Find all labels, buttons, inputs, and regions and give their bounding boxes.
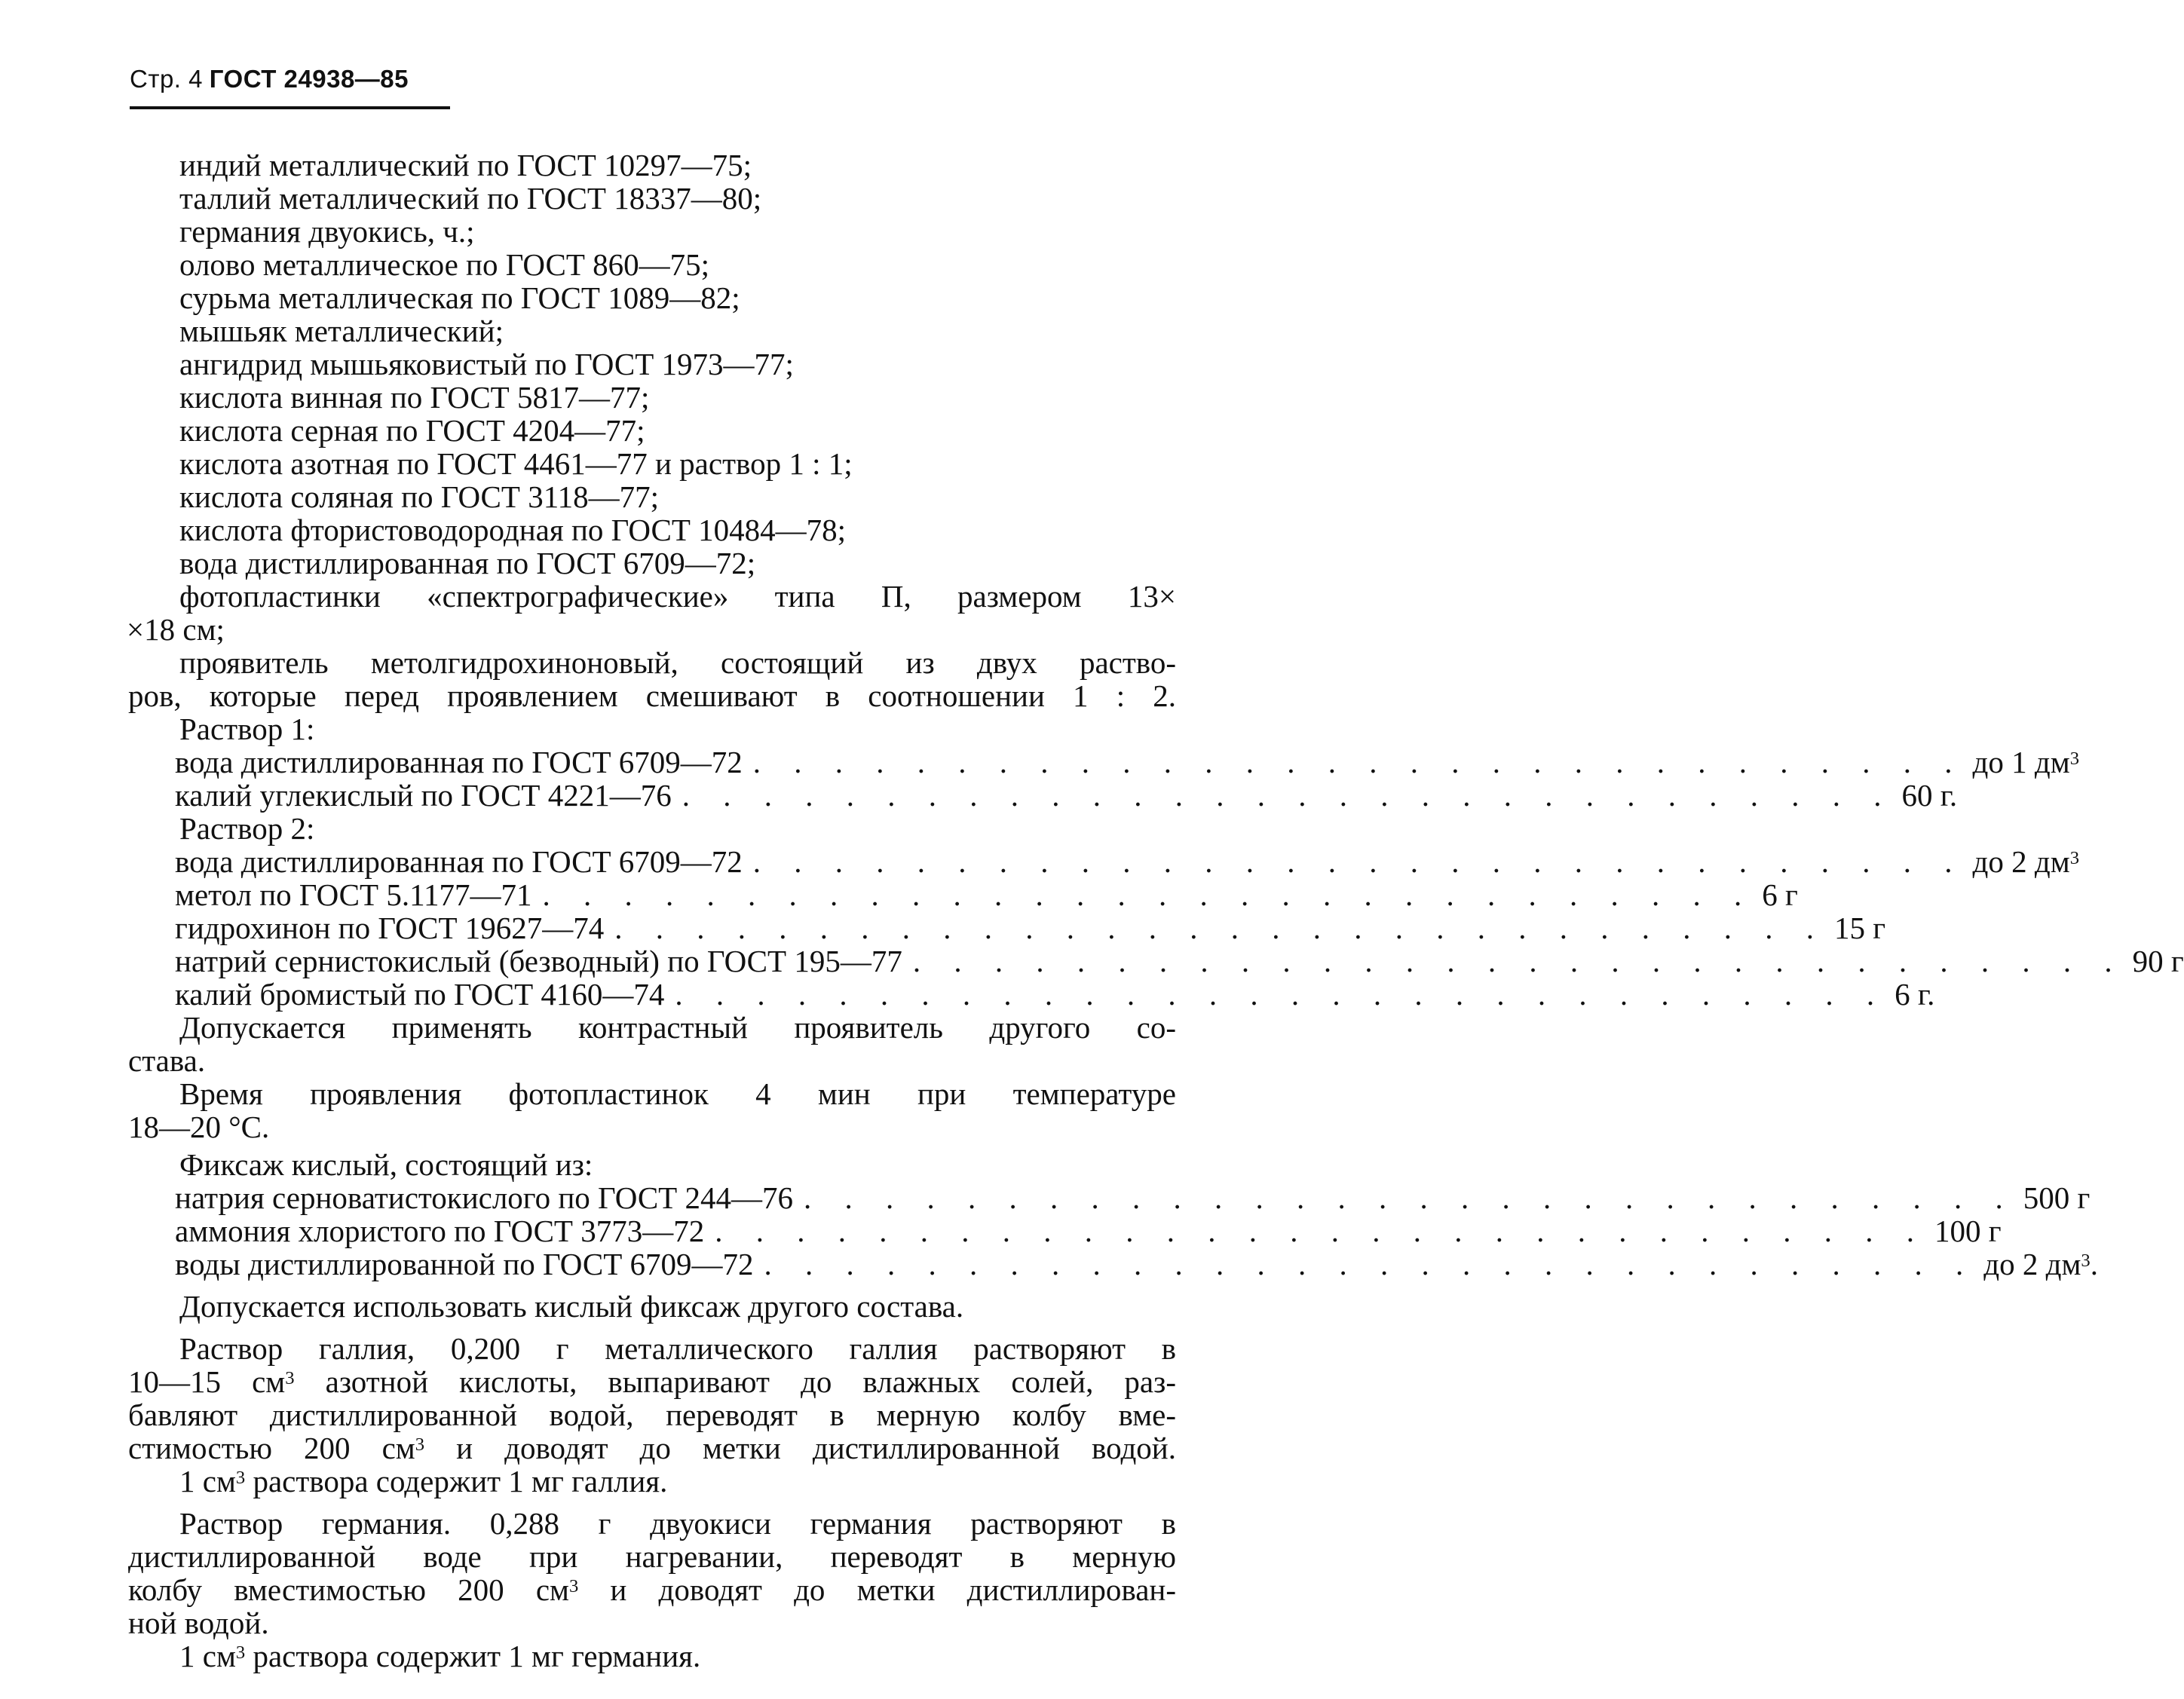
developing-time-line-1: Время проявления фотопластинок 4 мин при температуре [179, 1076, 1176, 1111]
recipe-quantity: 90 г [2132, 944, 2184, 978]
dot-leader: . . . . . . . . . . . . . . . . . . . . . . . . . . . . . . [803, 1180, 2016, 1215]
document-body [127, 148, 2184, 1673]
recipe-quantity: 6 г. [1895, 977, 1935, 1012]
recipe-quantity: до 2 $дм^3$ [1972, 844, 2079, 879]
recipe-quantity: до 1 $дм^3$ [1972, 745, 2079, 779]
solution-2-list [128, 844, 2184, 1012]
germanium-line-2: дистиллированной воде при нагревании, переводят в мерную [128, 1539, 1176, 1574]
dot-leader: . . . . . . . . . . . . . . . . . . . . . . . . . . . . . . [752, 844, 1965, 879]
solution-1-title: Раствор 1: [179, 712, 315, 746]
recipe-row [128, 1180, 2091, 1215]
page-header [130, 65, 409, 94]
solution-2-title: Раствор 2: [179, 811, 315, 846]
recipe-quantity: 15 г [1834, 911, 1886, 945]
reagent-line: ангидрид мышьяковистый по ГОСТ 1973—77; [179, 347, 794, 381]
developer-allowed-line-1: Допускается применять контрастный проявитель другого со- [179, 1010, 1176, 1045]
photo-plates-line-2: ×18 см; [127, 612, 225, 647]
recipe-row [128, 877, 1798, 912]
reagent-line: олово металлическое по ГОСТ 860—75; [179, 247, 710, 282]
recipe-row [128, 1214, 2002, 1248]
dot-leader: . . . . . . . . . . . . . . . . . . . . . . . . . . . . . . [912, 944, 2125, 978]
dot-leader: . . . . . . . . . . . . . . . . . . . . . . . . . . . . . . [675, 977, 1888, 1012]
recipe-ingredient: калий углекислый по ГОСТ 4221—76 [175, 778, 672, 813]
dot-leader: . . . . . . . . . . . . . . . . . . . . . . . . . . . . . . [764, 1247, 1977, 1281]
dot-leader: . . . . . . . . . . . . . . . . . . . . . . . . . . . . . . [752, 745, 1965, 779]
dot-leader: . . . . . . . . . . . . . . . . . . . . . . . . . . . . . . [614, 911, 1827, 945]
germanium-concentration-note: 1 $см^3$ раствора содержит 1 мг германия. [179, 1639, 701, 1673]
recipe-ingredient: воды дистиллированной по ГОСТ 6709—72 [175, 1247, 754, 1281]
recipe-row [128, 1247, 2098, 1281]
recipe-row [128, 844, 2079, 879]
reagent-list [128, 148, 1176, 580]
recipe-quantity: до 2 $дм^3$. [1983, 1247, 2098, 1281]
page-number-label: Стр. 4 [130, 65, 203, 93]
recipe-quantity: 100 г [1934, 1214, 2002, 1248]
dot-leader: . . . . . . . . . . . . . . . . . . . . . . . . . . . . . . [682, 778, 1895, 813]
recipe-quantity: 60 г. [1901, 778, 1958, 813]
recipe-ingredient: гидрохинон по ГОСТ 19627—74 [175, 911, 605, 945]
solution-1-list [128, 745, 2079, 813]
reagent-line: индий металлический по ГОСТ 10297—75; [179, 148, 752, 182]
recipe-ingredient: аммония хлористого по ГОСТ 3773—72 [175, 1214, 705, 1248]
reagent-line: мышьяк металлический; [179, 314, 504, 348]
recipe-ingredient: натрий сернистокислый (безводный) по ГОСТ 195—77 [175, 944, 902, 978]
fixer-title: Фиксаж кислый, состоящий из: [179, 1147, 593, 1182]
recipe-quantity: 500 г [2023, 1180, 2091, 1215]
photo-plates-line-1: фотопластинки «спектрографические» типа П, размером 13× [179, 579, 1176, 614]
germanium-line-1: Раствор германия. 0,288 г двуокиси германия растворяют в [179, 1506, 1176, 1541]
recipe-ingredient: вода дистиллированная по ГОСТ 6709—72 [175, 745, 743, 779]
recipe-row [128, 778, 1958, 813]
gallium-line-3: бавляют дистиллированной водой, переводят в мерную колбу вме- [128, 1397, 1176, 1432]
recipe-ingredient: метол по ГОСТ 5.1177—71 [175, 877, 532, 912]
recipe-quantity: 6 г [1762, 877, 1798, 912]
recipe-ingredient: натрия серноватистокислого по ГОСТ 244—76 [175, 1180, 793, 1215]
fixer-list [128, 1180, 2098, 1281]
dot-leader: . . . . . . . . . . . . . . . . . . . . . . . . . . . . . . [715, 1214, 1927, 1248]
reagent-line: германия двуокись, ч.; [179, 214, 475, 249]
dot-leader: . . . . . . . . . . . . . . . . . . . . . . . . . . . . . . [542, 877, 1755, 912]
recipe-row [128, 977, 1935, 1012]
reagent-line: вода дистиллированная по ГОСТ 6709—72; [179, 546, 756, 580]
recipe-row [128, 745, 2079, 779]
reagent-line: таллий металлический по ГОСТ 18337—80; [179, 181, 762, 216]
recipe-ingredient: вода дистиллированная по ГОСТ 6709—72 [175, 844, 743, 879]
reagent-line: кислота фтористоводородная по ГОСТ 10484—78; [179, 513, 847, 547]
developer-allowed-line-2: става. [128, 1043, 206, 1078]
fixer-allowed: Допускается использовать кислый фиксаж другого состава. [179, 1289, 964, 1324]
germanium-line-3: колбу вместимостью 200 $см^3$ и доводят до метки дистиллирован- [128, 1572, 1176, 1607]
gallium-line-2: 10—15 $см^3$ азотной кислоты, выпаривают до влажных солей, раз- [128, 1364, 1176, 1399]
germanium-line-4: ной водой. [128, 1606, 269, 1640]
reagent-line: кислота винная по ГОСТ 5817—77; [179, 380, 650, 415]
developer-line-2: ров, которые перед проявлением смешивают в соотношении 1 : 2. [128, 678, 1176, 713]
gallium-line-4: стимостью 200 $см^3$ и доводят до метки дистиллированной водой. [128, 1431, 1176, 1465]
developing-time-line-2: 18—20 °C. [128, 1110, 270, 1144]
developer-line-1: проявитель метолгидрохиноновый, состоящий из двух раство- [179, 645, 1176, 680]
recipe-row [128, 944, 2184, 978]
gallium-concentration-note: 1 $см^3$ раствора содержит 1 мг галлия. [179, 1464, 668, 1498]
reagent-line: кислота азотная по ГОСТ 4461—77 и раствор 1 : 1; [179, 446, 853, 481]
recipe-ingredient: калий бромистый по ГОСТ 4160—74 [175, 977, 665, 1012]
header-rule [130, 106, 450, 109]
reagent-line: кислота соляная по ГОСТ 3118—77; [179, 479, 660, 514]
reagent-line: сурьма металлическая по ГОСТ 1089—82; [179, 280, 740, 315]
reagent-line: кислота серная по ГОСТ 4204—77; [179, 413, 645, 448]
gallium-line-1: Раствор галлия, 0,200 г металлического галлия растворяют в [179, 1331, 1176, 1366]
recipe-row [128, 911, 1886, 945]
standard-number: ГОСТ 24938—85 [209, 65, 409, 93]
